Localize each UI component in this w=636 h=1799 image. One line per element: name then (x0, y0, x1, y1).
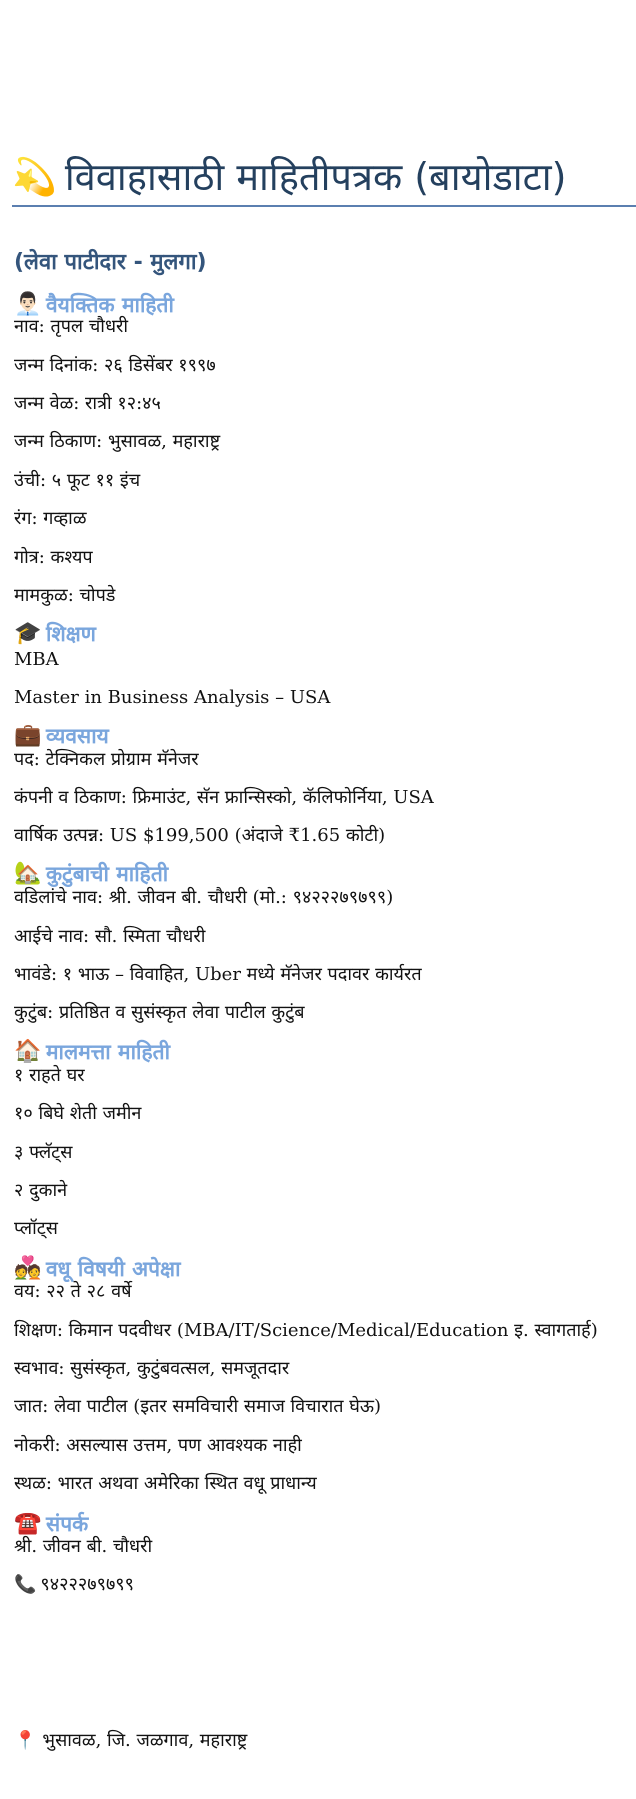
expectation-caste: जात: लेवा पाटील (इतर समविचारी समाज विचारात घेऊ) (14, 1396, 382, 1417)
expectation-age: वय: २२ ते २८ वर्षे (14, 1281, 132, 1302)
contact-phone[interactable] (14, 1573, 134, 1597)
family-father: वडिलांचे नाव: श्री. जीवन बी. चौधरी (मो.: ९४२२२७९७९९) (14, 887, 394, 908)
location-pin-icon: 📍 (14, 1730, 37, 1751)
personal-mamkul: मामकुळ: चोपडे (14, 585, 116, 606)
footer-location-text: भुसावळ, जि. जळगाव, महाराष्ट्र (42, 1730, 248, 1751)
personal-birth-time: जन्म वेळ: रात्री १२:४५ (14, 393, 161, 414)
personal-name: नाव: तृपल चौधरी (14, 316, 129, 337)
profession-income: वार्षिक उत्पन्न: US $199,500 (अंदाजे ₹1.65 कोटी) (14, 825, 386, 846)
personal-birth-place: जन्म ठिकाण: भुसावळ, महाराष्ट्र (14, 431, 221, 452)
profession-role: पद: टेक्निकल प्रोग्राम मॅनेजर (14, 749, 199, 770)
property-item: प्लॉट्स (14, 1218, 58, 1239)
person-icon: 👨🏻‍💼 (14, 292, 42, 317)
personal-complexion: रंग: गव्हाळ (14, 508, 87, 529)
education-detail: Master in Business Analysis – USA (14, 687, 331, 708)
graduation-cap-icon: 🎓 (14, 621, 42, 646)
contact-phone-number: ९४२२२७९७९९ (40, 1574, 135, 1595)
couple-heart-icon: 💑 (14, 1256, 42, 1281)
section-title: कुटुंबाची माहिती (46, 862, 169, 886)
family-mother: आईचे नाव: सौ. स्मिता चौधरी (14, 926, 206, 947)
personal-dob: जन्म दिनांक: २६ डिसेंबर १९९७ (14, 355, 216, 376)
family-siblings: भावंडे: १ भाऊ – विवाहित, Uber मध्ये मॅनेजर पदावर कार्यरत (14, 964, 422, 985)
property-item: ३ फ्लॅट्स (14, 1142, 73, 1163)
section-title: मालमत्ता माहिती (46, 1040, 171, 1064)
page-title (12, 155, 636, 207)
profession-company: कंपनी व ठिकाण: फ्रिमाउंट, सॅन फ्रान्सिस्को, कॅलिफोर्निया, USA (14, 787, 434, 808)
expectation-job: नोकरी: असल्यास उत्तम, पण आवश्यक नाही (14, 1435, 302, 1456)
phone-receiver-icon: 📞 (14, 1574, 37, 1595)
telephone-icon: ☎️ (14, 1511, 42, 1536)
personal-height: उंची: ५ फूट ११ इंच (14, 470, 141, 491)
expectation-location: स्थळ: भारत अथवा अमेरिका स्थित वधू प्राधान्य (14, 1473, 317, 1494)
family-background: कुटुंब: प्रतिष्ठित व सुसंस्कृत लेवा पाटील कुटुंब (14, 1002, 305, 1023)
dizzy-star-icon: 💫 (12, 156, 57, 198)
footer-location (14, 1728, 247, 1752)
property-item: २ दुकाने (14, 1180, 68, 1201)
section-title: व्यवसाय (46, 724, 109, 748)
education-degree: MBA (14, 649, 59, 670)
expectation-nature: स्वभाव: सुसंस्कृत, कुटुंबवत्सल, समजूतदार (14, 1358, 290, 1379)
property-item: १ राहते घर (14, 1065, 85, 1086)
section-title: संपर्क (46, 1512, 89, 1536)
section-contact-heading (14, 1510, 88, 1538)
property-item: १० बिघे शेती जमीन (14, 1103, 142, 1124)
briefcase-icon: 💼 (14, 723, 42, 748)
section-title: शिक्षण (46, 622, 96, 646)
section-education-heading (14, 620, 96, 648)
personal-gotra: गोत्र: कश्यप (14, 547, 93, 568)
section-property-heading (14, 1038, 170, 1066)
section-family-heading (14, 860, 168, 888)
section-title: वधू विषयी अपेक्षा (46, 1257, 181, 1281)
section-title: वैयक्तिक माहिती (46, 293, 174, 317)
page-subtitle: (लेवा पाटीदार - मुलगा) (14, 250, 207, 275)
section-expectations-heading (14, 1255, 181, 1283)
house-icon: 🏠 (14, 1039, 42, 1064)
section-profession-heading (14, 722, 109, 750)
page-title-text: विवाहासाठी माहितीपत्रक (बायोडाटा) (64, 155, 567, 199)
contact-name: श्री. जीवन बी. चौधरी (14, 1536, 153, 1557)
expectation-education: शिक्षण: किमान पदवीधर (MBA/IT/Science/Medical/Education इ. स्वागतार्ह) (14, 1320, 598, 1341)
family-house-icon: 🏡 (14, 861, 42, 886)
